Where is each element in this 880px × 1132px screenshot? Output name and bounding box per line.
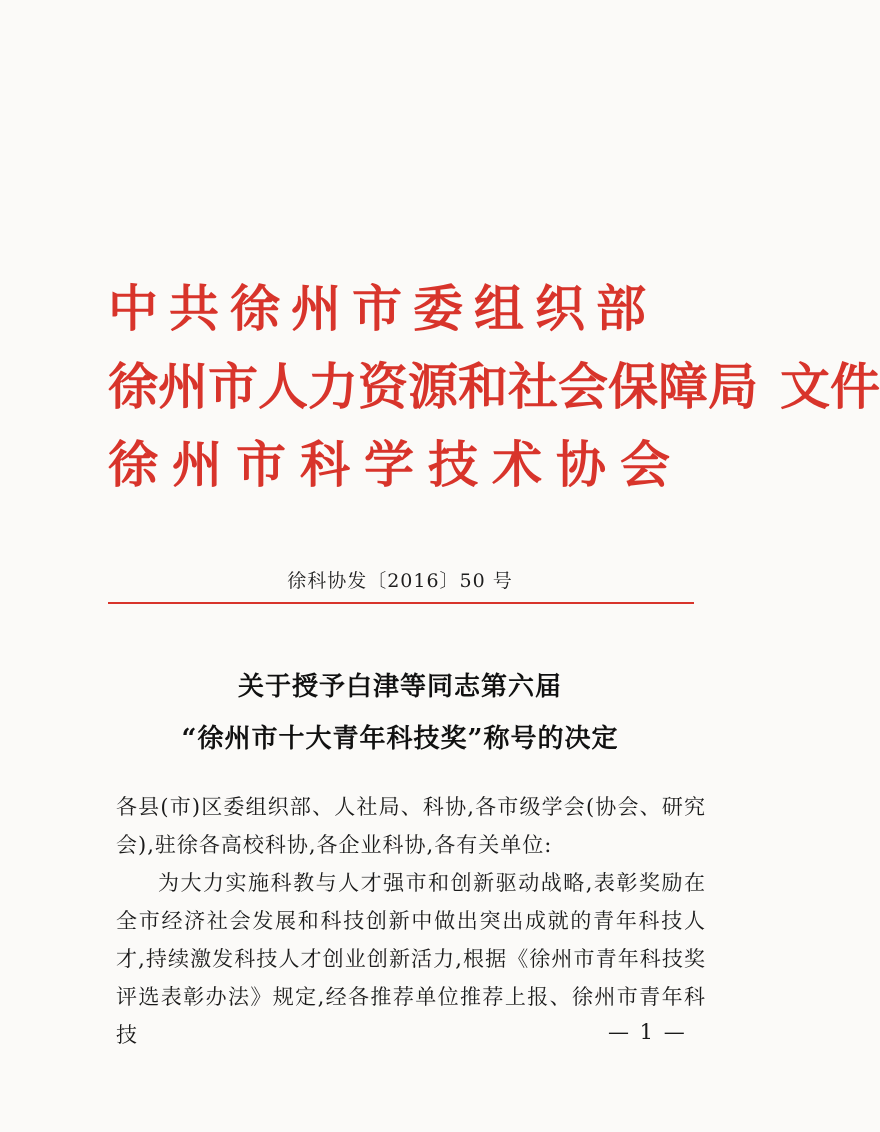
page-number: — 1 — [608,1020,687,1044]
issuer-line-hr-bureau [108,348,880,426]
document-title-line-2: “徐州市十大青年科技奖”称号的决定 [181,724,619,754]
document-type-label: 文件 [780,358,880,416]
salutation-paragraph: 各县(市)区委组织部、人社局、科协,各市级学会(协会、研究会),驻徐各高校科协,各企业科协,各有关单位: [116,795,706,857]
document-body [116,788,706,1054]
issuer-hr-bureau-name: 徐州市人力资源和社会保障局 [108,358,758,416]
body-paragraph-1: 为大力实施科教与人才强市和创新驱动战略,表彰奖励在全市经济社会发展和科技创新中做出突出成就的青年科技人才,持续激发科技人才创业创新活力,根据《徐州市青年科技奖评选表彰办法》规定,经各推荐单位推荐上报、徐州市青年科技 [116,871,706,1047]
document-title-line-1: 关于授予白津等同志第六届 [237,672,562,702]
issuer-line-science-association: 徐州市科学技术协会 [108,436,684,494]
issuing-authorities-header [108,270,880,504]
red-divider-line [108,602,694,604]
document-number: 徐科协发〔2016〕50 号 [287,570,513,592]
issuer-line-organization-dept: 中共徐州市委组织部 [108,280,657,338]
